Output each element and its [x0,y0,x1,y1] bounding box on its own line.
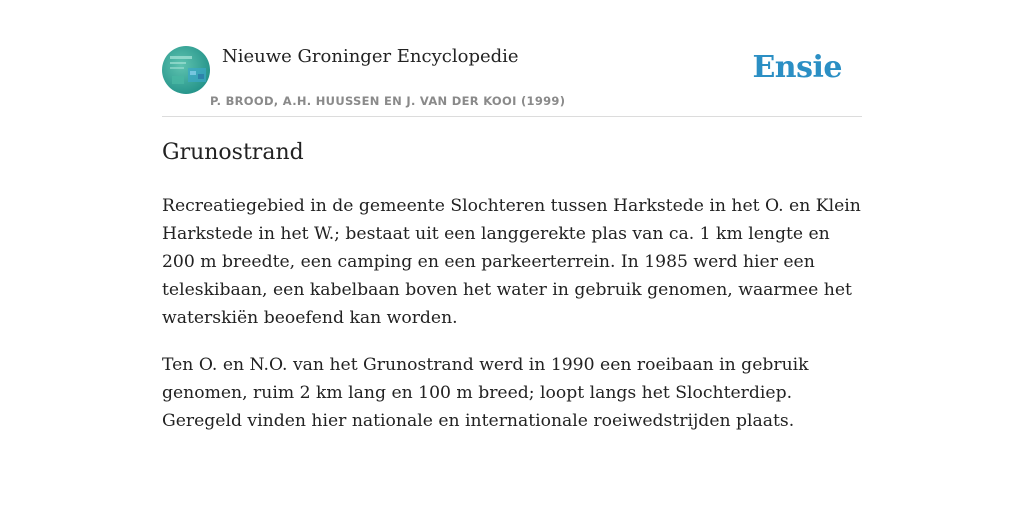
article-paragraph: Recreatiegebied in de gemeente Slochteren tussen Harkstede in het O. en Klein Harkstede in het W.; bestaat uit een langgerekte plas van ca. 1 km lengte en 200 m breedte, een camping en een parkeerterrein. In 1985 werd hier een teleskibaan, een kabelbaan boven het water in gebruik genomen, waarmee het waterskiën beoefend kan worden. [162,196,861,328]
ensie-logo[interactable]: Ensie [752,50,842,85]
article-paragraph: Ten O. en N.O. van het Grunostrand werd in 1990 een roeibaan in gebruik genomen, ruim 2 km lang en 100 m breed; loopt langs het Slochterdiep. Geregeld vinden hier nationale en internationale roeiwedstrijden plaats. [162,355,809,431]
source-authors: P. BROOD, A.H. HUUSSEN EN J. VAN DER KOOI (1999) [210,94,566,108]
source-title[interactable]: Nieuwe Groninger Encyclopedie [222,46,519,67]
source-header [162,44,862,117]
article-title: Grunostrand [162,140,304,165]
article-body [162,192,862,454]
source-cover-avatar[interactable] [162,46,210,94]
book-cover-icon [162,46,210,94]
